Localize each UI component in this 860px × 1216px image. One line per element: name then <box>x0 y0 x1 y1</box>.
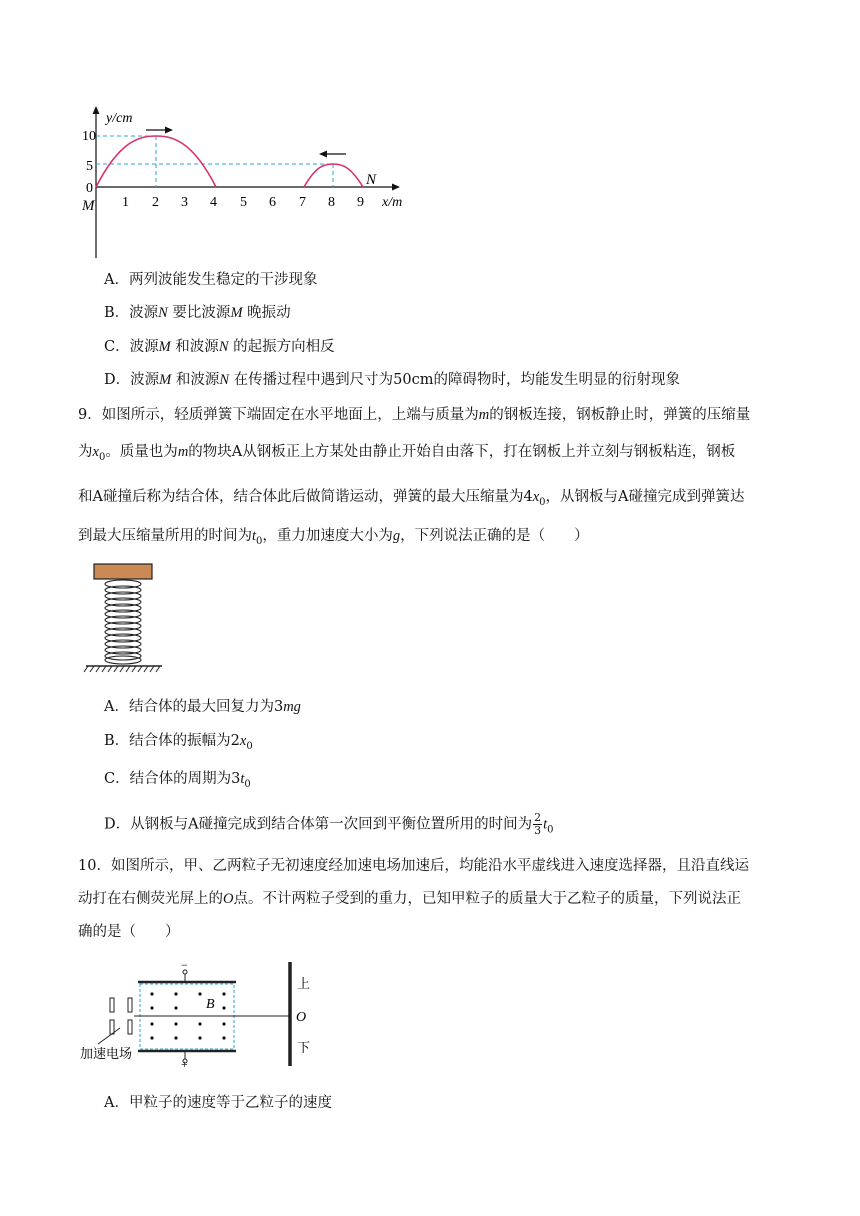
q8-option-a: A．两列波能发生稳定的干涉现象 <box>104 272 318 288</box>
x-tick-7: 7 <box>299 195 306 210</box>
q9-option-b: B．结合体的振幅为$2x_0$ <box>104 733 253 752</box>
x-tick-2: 2 <box>152 195 159 210</box>
label-M: M <box>82 198 95 214</box>
q9-option-a: A．结合体的最大回复力为3mg <box>104 699 301 715</box>
fraction-two-thirds: $\frac{2}{3}$ <box>534 811 542 837</box>
steel-plate <box>94 564 152 579</box>
accel-field-label: 加速电场 <box>80 1046 133 1061</box>
q10-line-2: 动打在右侧荧光屏上的O点。不计两粒子受到的重力，已知甲粒子的质量大于乙粒子的质量，下列说法正 <box>78 891 741 907</box>
x-tick-1: 1 <box>122 195 129 210</box>
x-tick-9: 9 <box>357 195 364 210</box>
q9-line-4: 到最大压缩量所用的时间为$t_0$，重力加速度大小为g，下列说法正确的是（ ） <box>78 528 589 547</box>
q9-line-2: 为$x_0$。质量也为m的物块A从钢板正上方某处由静止开始自由落下，打在钢板上并立刻与钢板粘连，钢板 <box>78 444 736 463</box>
y-tick-10: 10 <box>82 129 96 144</box>
y-tick-0: 0 <box>86 181 93 196</box>
y-axis-label: y/cm <box>106 111 133 126</box>
plus-sign: + <box>181 1057 188 1068</box>
spring-figure <box>82 560 172 680</box>
q10-line-3: 确的是（ ） <box>78 924 180 940</box>
right-arrow-head <box>165 127 173 134</box>
B-label: B <box>206 997 215 1012</box>
x-tick-8: 8 <box>328 195 335 210</box>
screen-O-label: O <box>296 1010 307 1025</box>
x-tick-4: 4 <box>210 195 217 210</box>
velocity-selector-figure <box>78 958 338 1068</box>
label-pointer <box>98 1028 120 1044</box>
x-axis-label: x/m <box>382 195 403 210</box>
q8-option-b: B．波源N 要比波源M 晚振动 <box>104 305 291 321</box>
accel-plate-left-top <box>110 998 114 1012</box>
q8-option-c: C．波源M 和波源N 的起振方向相反 <box>104 339 335 355</box>
x-tick-6: 6 <box>269 195 276 210</box>
left-arrow-head <box>319 151 327 158</box>
q10-option-a: A．甲粒子的速度等于乙粒子的速度 <box>104 1095 332 1111</box>
x-tick-5: 5 <box>240 195 247 210</box>
ground-hatch <box>84 666 160 672</box>
q9-option-c: C．结合体的周期为$3t_0$ <box>104 771 251 790</box>
screen-up-label: 上 <box>297 976 311 991</box>
spring-coil <box>105 580 141 664</box>
x-axis-arrow <box>392 184 400 191</box>
y-axis-arrow <box>93 106 100 114</box>
q9-option-d: D．从钢板与A碰撞完成到结合体第一次回到平衡位置所用的时间为 $\frac{2}{3}$ $t_0$ <box>104 811 554 837</box>
wave-figure <box>80 100 420 260</box>
q9-line-1: 9．如图所示，轻质弹簧下端固定在水平地面上，上端与质量为m的钢板连接，钢板静止时，弹簧的压缩量 <box>78 407 751 423</box>
q8-option-d: D．波源M 和波源N 在传播过程中遇到尺寸为50cm的障碍物时，均能发生明显的衍射现象 <box>104 372 680 388</box>
accel-plate-right-top <box>128 998 132 1012</box>
label-N: N <box>366 172 377 188</box>
x-tick-3: 3 <box>181 195 188 210</box>
y-tick-5: 5 <box>86 159 93 174</box>
screen-down-label: 下 <box>297 1040 311 1055</box>
q10-line-1: 10．如图所示，甲、乙两粒子无初速度经加速电场加速后，均能沿水平虚线进入速度选择器，且沿直线运 <box>78 858 749 874</box>
q9-line-3: 和A碰撞后称为结合体，结合体此后做简谐运动，弹簧的最大压缩量为$4x_0$，从钢板与A碰撞完成到弹簧达 <box>78 489 745 508</box>
accel-plate-left-bottom <box>110 1020 114 1034</box>
accel-plate-right-bottom <box>128 1020 132 1034</box>
minus-sign: − <box>181 958 188 972</box>
